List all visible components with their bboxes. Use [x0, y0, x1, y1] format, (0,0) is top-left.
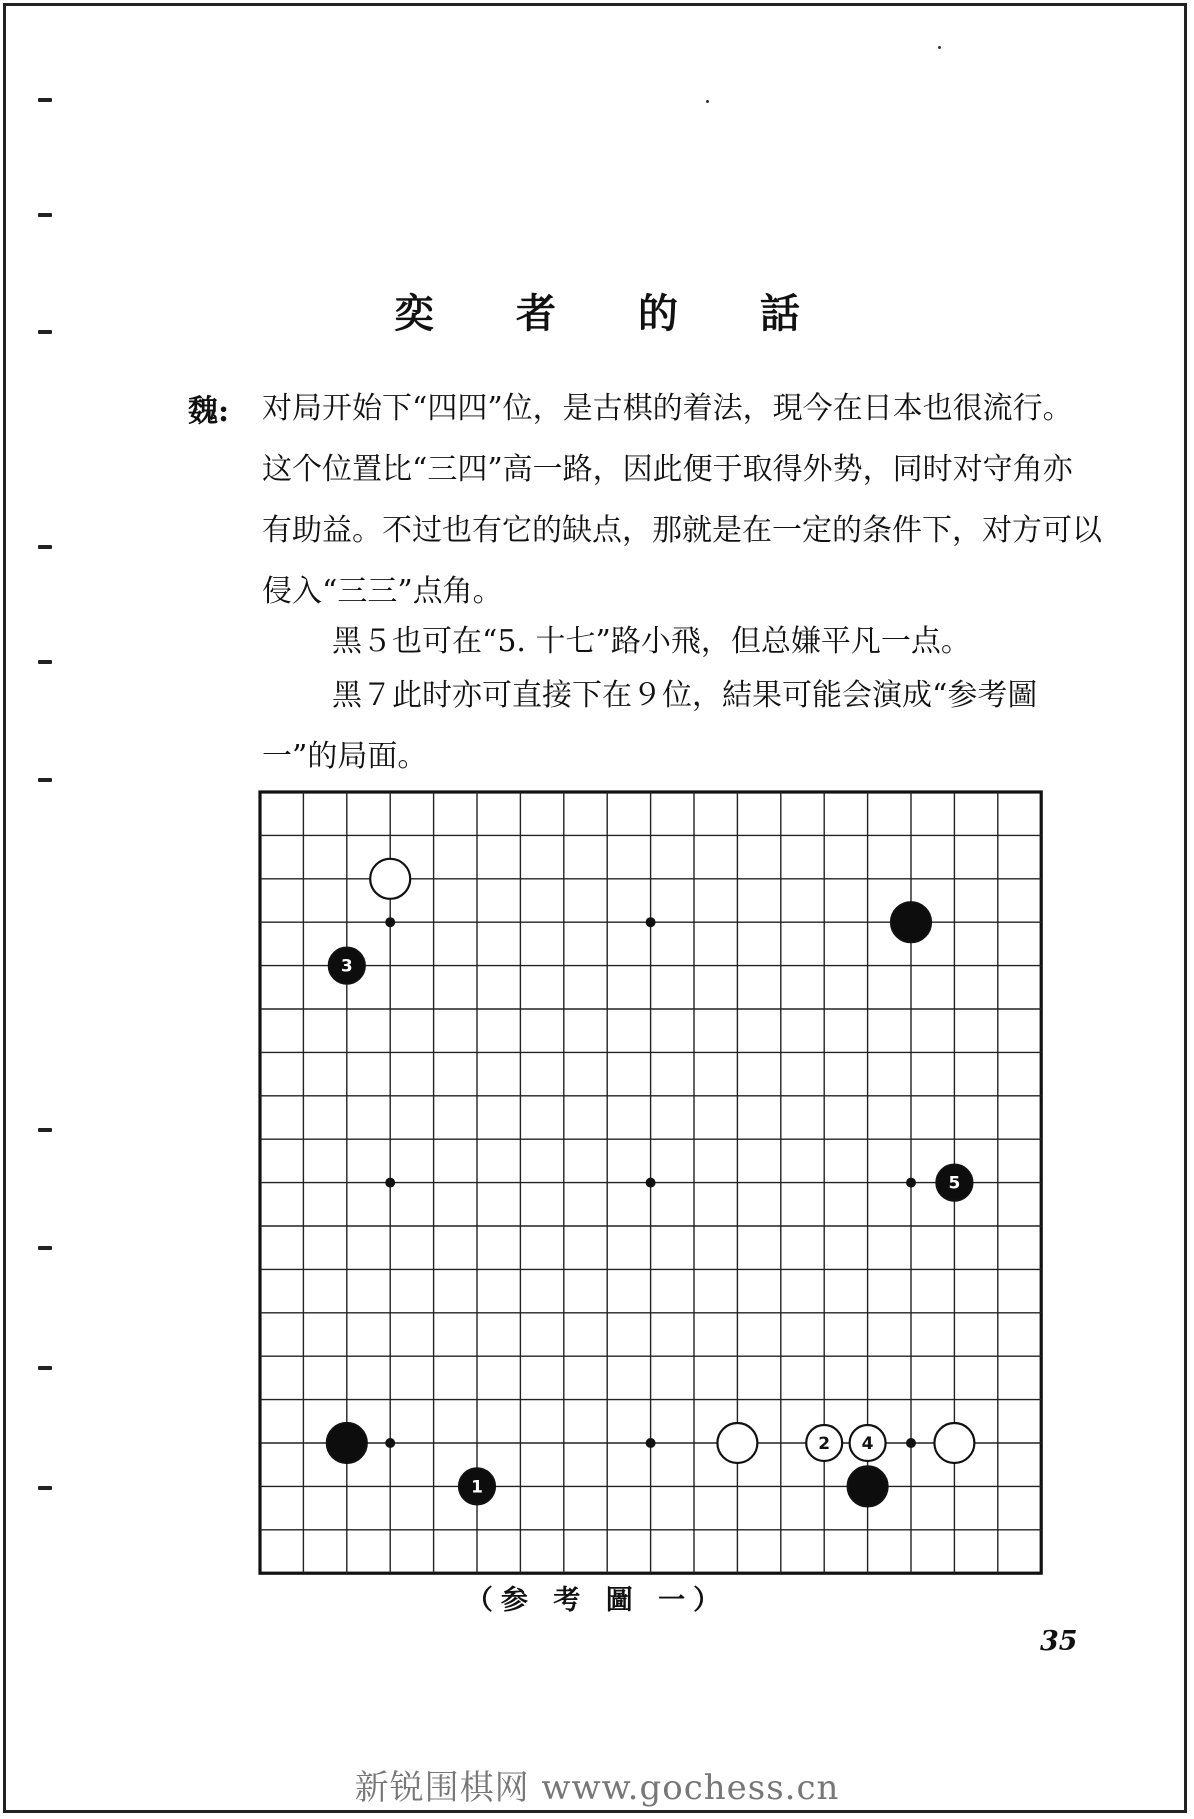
black-stone	[848, 1466, 888, 1506]
margin-mark	[38, 778, 52, 782]
margin-mark	[38, 98, 52, 102]
paragraph: 黑５也可在“5. 十七”路小飛，但总嫌平凡一点。	[332, 624, 971, 659]
speaker-label: 魏:	[188, 394, 230, 429]
star-point	[646, 917, 656, 927]
watermark: 新锐围棋网 www.gochess.cn	[354, 1768, 840, 1808]
move-number: 1	[471, 1477, 483, 1498]
paragraph: 对局开始下“四四”位，是古棋的着法，現今在日本也很流行。这个位置比“三四”高一路，因此便于取得外势，同时对守角亦有助益。不过也有它的缺点，那就是在一定的条件下，对方可以侵入“三三”点角。	[262, 391, 1102, 609]
move-number: 5	[948, 1173, 961, 1194]
print-speck	[706, 100, 709, 103]
margin-mark	[38, 660, 52, 664]
star-point	[906, 1438, 916, 1448]
margin-mark	[38, 1486, 52, 1490]
move-number: 2	[818, 1434, 831, 1454]
diagram-caption: （参 考 圖 一）	[465, 1585, 729, 1616]
paragraph: 黑７此时亦可直接下在９位，結果可能会演成“参考圖一”的局面。	[262, 678, 1038, 774]
move-number: 4	[861, 1434, 874, 1454]
star-point	[906, 1178, 916, 1188]
margin-mark	[38, 1128, 52, 1132]
black-stone	[327, 1423, 367, 1463]
star-point	[646, 1438, 656, 1448]
page-number: 35	[1040, 1626, 1078, 1657]
go-board	[252, 788, 1060, 1576]
white-stone	[717, 1423, 757, 1463]
white-stone	[370, 859, 410, 899]
white-stone	[934, 1423, 974, 1463]
margin-mark	[38, 1246, 52, 1250]
margin-mark	[38, 1366, 52, 1370]
margin-mark	[38, 213, 52, 217]
margin-mark	[38, 545, 52, 549]
go-board-diagram	[252, 788, 1060, 1576]
star-point	[646, 1178, 656, 1188]
black-stone	[891, 902, 931, 942]
print-speck	[938, 46, 941, 49]
star-point	[385, 1438, 395, 1448]
star-point	[385, 1178, 395, 1188]
move-number: 3	[340, 956, 353, 977]
star-point	[385, 917, 395, 927]
page-title: 奕 者 的 話	[394, 290, 834, 337]
